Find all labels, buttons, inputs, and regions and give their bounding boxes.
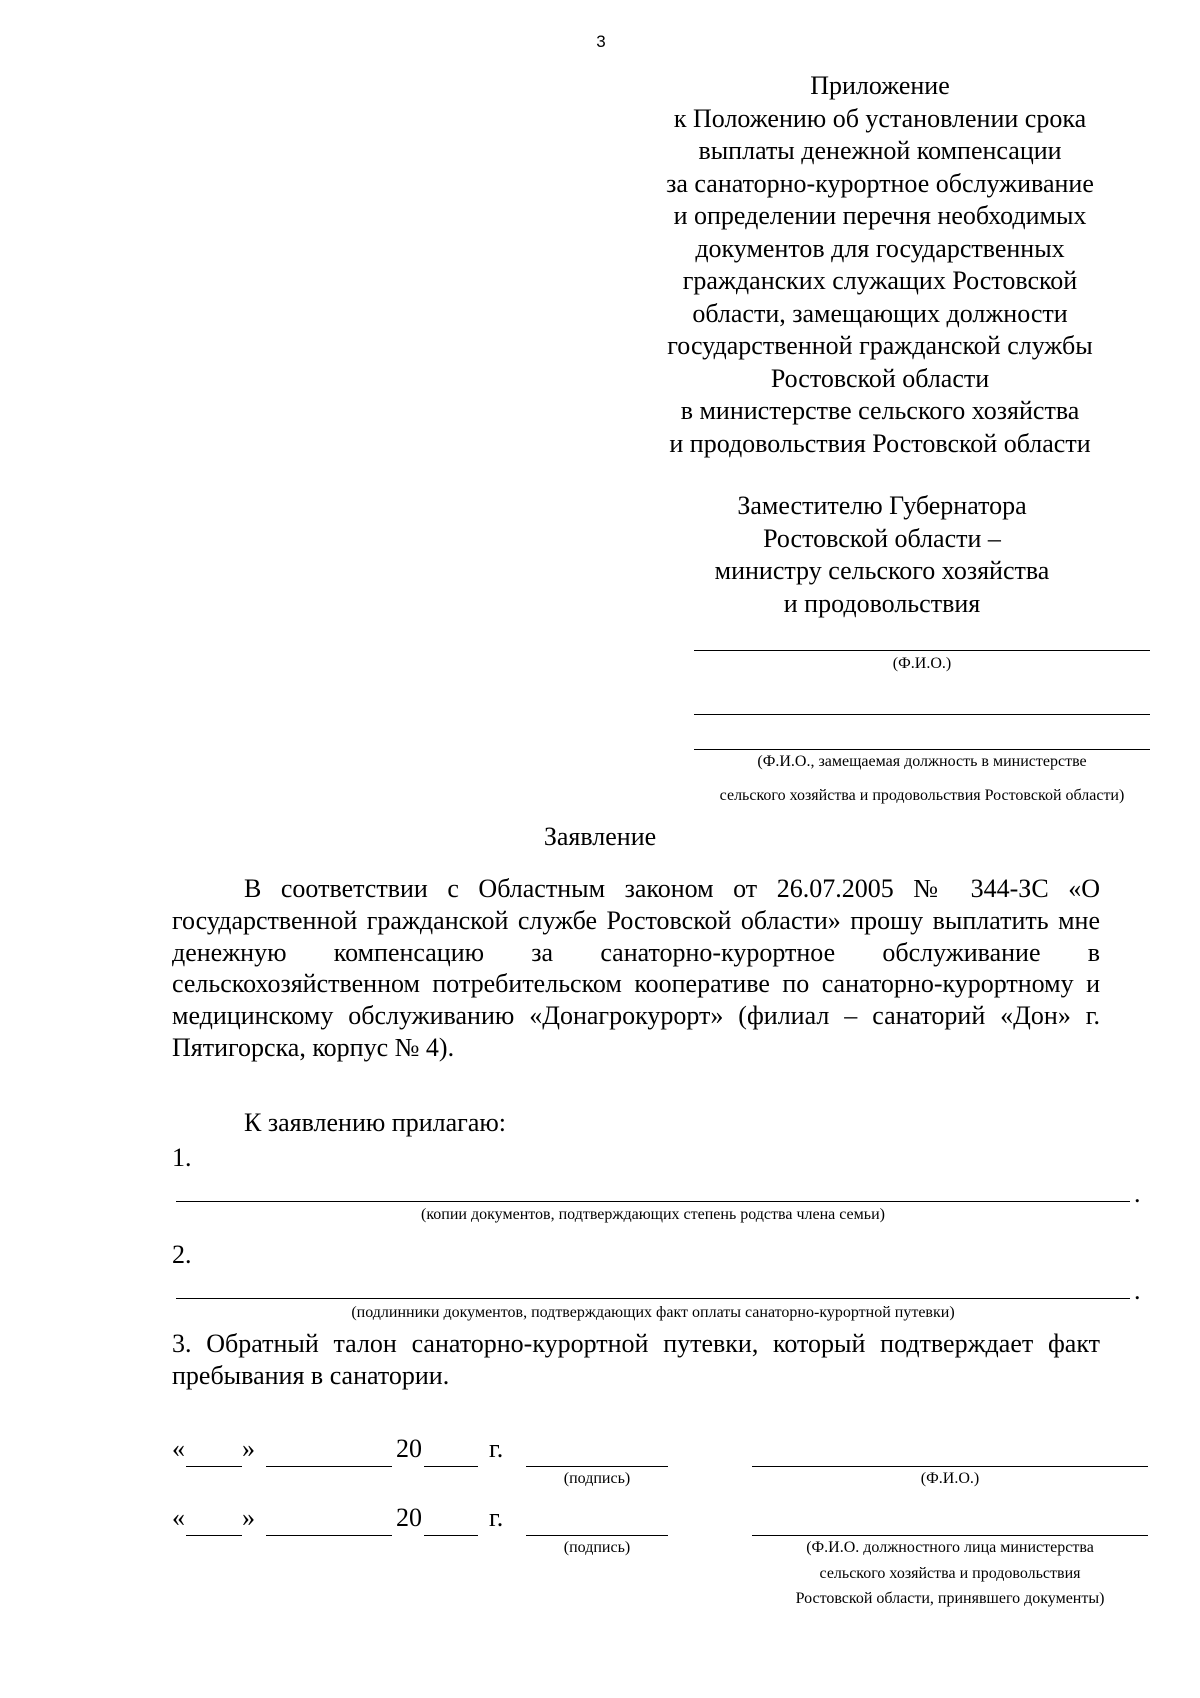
signature-caption: (подпись) (563, 1470, 631, 1487)
attachment-3-text: 3. Обратный талон санаторно-курортной путевки, который подтверждает факт пребывания в санатории. (172, 1329, 1100, 1390)
date-month-line[interactable] (266, 1466, 392, 1467)
fio-field-line[interactable] (694, 650, 1150, 651)
official-name-caption: Ростовской области, принявшего документы) (795, 1590, 1105, 1607)
attachment-1-line[interactable] (176, 1201, 1130, 1202)
signature-line[interactable] (526, 1535, 668, 1536)
attachment-1-caption: (копии документов, подтверждающих степень родства члена семьи) (421, 1206, 885, 1223)
appendix-line: Ростовской области (770, 363, 990, 393)
page-number: 3 (596, 32, 606, 51)
name-line[interactable] (752, 1466, 1148, 1467)
applicant-line-2[interactable] (694, 749, 1150, 750)
addressee-block (660, 490, 1104, 620)
appendix-header (620, 70, 1140, 460)
date-day-line[interactable] (186, 1535, 242, 1536)
date-quote-open: « (172, 1434, 185, 1463)
attachment-2-line[interactable] (176, 1298, 1130, 1299)
appendix-line: к Положению об установлении срока (673, 103, 1087, 133)
date-day-line[interactable] (186, 1466, 242, 1467)
date-year-suffix: г. (489, 1503, 504, 1532)
applicant-line-1[interactable] (694, 714, 1150, 715)
name-caption: (Ф.И.О.) (920, 1470, 980, 1487)
appendix-line: и определении перечня необходимых (673, 201, 1087, 230)
addressee-line: и продовольствия (783, 588, 981, 618)
attachment-1-period: . (1134, 1179, 1141, 1208)
body-paragraph: В соответствии с Областным законом от 26.07.2005 № 344-ЗС «О государственной гражданской службе Ростовской области» прошу выплатить мне денежную компенсацию за санаторно-курортное обслуживание в сельскохозяйственном потребительском кооперативе по санаторно-курортному и медицинскому обслуживанию «Донагрокурорт» (филиал – санаторий «Дон» г. Пятигорска, корпус № 4). (172, 874, 1100, 1062)
official-name-caption: (Ф.И.О. должностного лица министерства (806, 1539, 1094, 1556)
date-quote-open: « (172, 1503, 185, 1532)
addressee-line: министру сельского хозяйства (714, 556, 1050, 585)
signature-line[interactable] (526, 1466, 668, 1467)
date-year-prefix: 20 (396, 1503, 422, 1532)
fio-position-caption-2: сельского хозяйства и продовольствия Ростовской области) (719, 787, 1125, 804)
appendix-line: и продовольствия Ростовской области (669, 428, 1091, 458)
appendix-line: государственной гражданской службы (667, 331, 1093, 360)
date-year-suffix: г. (489, 1434, 504, 1463)
signature-caption: (подпись) (563, 1539, 631, 1556)
date-quote-close: » (242, 1503, 255, 1532)
addressee-line: Ростовской области – (763, 523, 1001, 553)
appendix-line: Приложение (810, 71, 950, 100)
date-year-line[interactable] (424, 1466, 478, 1467)
appendix-line: области, замещающих должности (692, 298, 1068, 328)
official-name-line[interactable] (752, 1535, 1148, 1536)
attachment-2-period: . (1134, 1276, 1141, 1305)
attachment-1-number: 1. (172, 1143, 192, 1172)
date-quote-close: » (242, 1434, 255, 1463)
date-year-line[interactable] (424, 1535, 478, 1536)
attachment-2-caption: (подлинники документов, подтверждающих факт оплаты санаторно-курортной путевки) (351, 1304, 955, 1321)
appendix-line: за санаторно-курортное обслуживание (666, 168, 1094, 198)
official-name-caption: сельского хозяйства и продовольствия (819, 1565, 1081, 1582)
appendix-line: выплаты денежной компенсации (698, 136, 1062, 165)
appendix-line: в министерстве сельского хозяйства (680, 396, 1080, 425)
fio-position-caption: (Ф.И.О., замещаемая должность в министерстве (757, 753, 1087, 770)
date-year-prefix: 20 (396, 1434, 422, 1463)
document-title: Заявление (543, 822, 657, 851)
addressee-line: Заместителю Губернатора (737, 491, 1027, 520)
fio-caption: (Ф.И.О.) (892, 655, 952, 672)
attachments-intro: К заявлению прилагаю: (244, 1108, 507, 1137)
attachment-2-number: 2. (172, 1240, 192, 1269)
appendix-line: документов для государственных (695, 233, 1065, 263)
date-month-line[interactable] (266, 1535, 392, 1536)
appendix-line: гражданских служащих Ростовской (682, 266, 1078, 295)
